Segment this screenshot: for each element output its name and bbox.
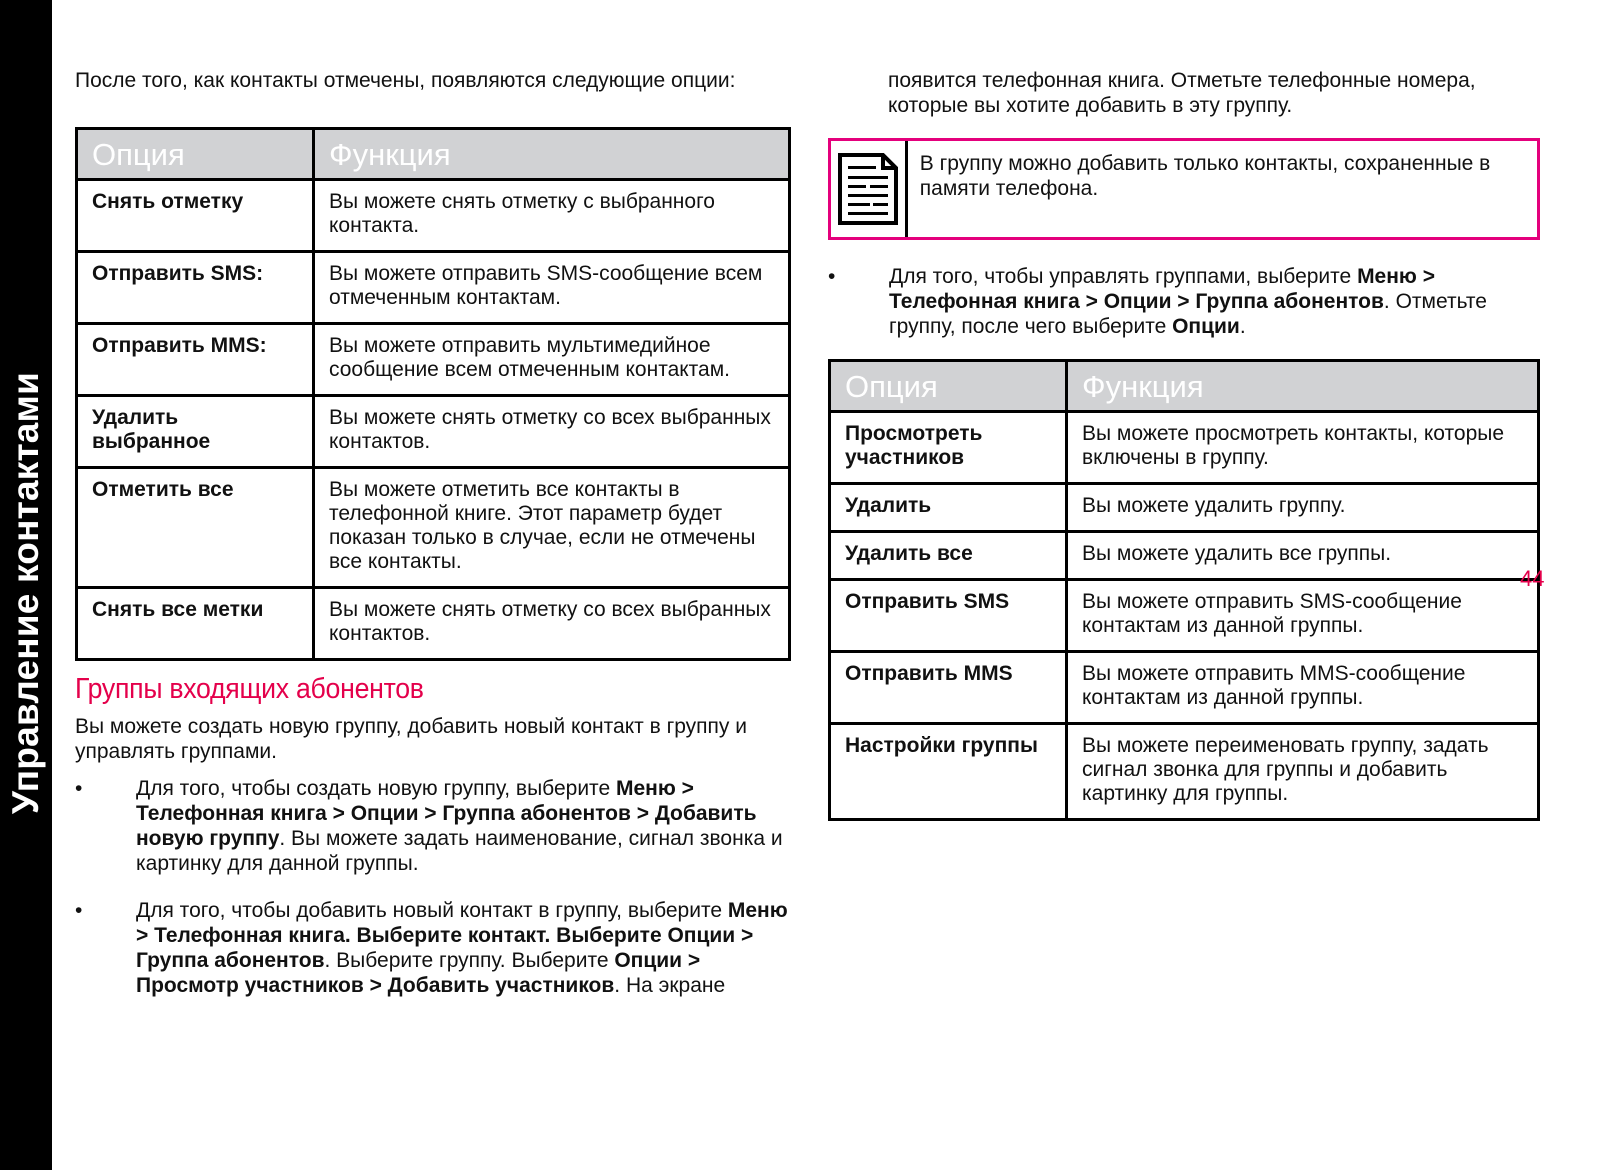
function-cell: Вы можете удалить все группы. [1067,532,1539,580]
table-row [830,412,1539,484]
left-intro: После того, как контакты отмечены, появляются следующие опции: [75,69,736,92]
option-cell: Снять все метки [77,588,314,660]
section-intro: Вы можете создать новую группу, добавить новый контакт в группу и управлять группами. [75,715,747,763]
options-table-left [75,127,791,661]
bullet-text: . Вы можете задать наименование, сигнал звонка и картинку для данной группы. [136,827,783,875]
function-cell: Вы можете отправить MMS-сообщение контактам из данной группы. [1067,652,1539,724]
list-item [828,264,1540,339]
function-cell: Вы можете отправить SMS-сообщение контактам из данной группы. [1067,580,1539,652]
bullet-dot-icon: • [75,899,83,922]
table-row [830,580,1539,652]
table-row [77,180,790,252]
header-function: Функция [1067,361,1539,412]
table-row [830,652,1539,724]
note-icon-cell [831,141,908,237]
bullet-text: Для того, чтобы управлять группами, выберите [889,265,1358,288]
bullet-text: . Выберите группу. Выберите [324,949,615,972]
table-row [830,532,1539,580]
section-heading: Группы входящих абонентов [75,673,424,705]
note-text: В группу можно добавить только контакты, сохраненные в памяти телефона. [919,152,1491,200]
table-row [77,324,790,396]
option-cell: Отметить все [77,468,314,588]
header-option: Опция [830,361,1067,412]
side-tab [0,0,52,1170]
option-cell: Отправить SMS [830,580,1067,652]
table-header-row [830,361,1539,412]
option-cell: Удалить все [830,532,1067,580]
bullet-dot-icon: • [828,265,836,288]
option-cell: Удалить [830,484,1067,532]
option-cell: Просмотреть участников [830,412,1067,484]
bullet-text: Для того, чтобы добавить новый контакт в группу, выберите [136,899,728,922]
right-bullet-list [828,264,1540,339]
bullet-menu-path: Опции > Просмотр участников > Добавить участников [136,949,701,997]
right-column [828,68,1540,821]
option-cell: Настройки группы [830,724,1067,820]
function-cell: Вы можете снять отметку со всех выбранных контактов. [314,588,790,660]
side-tab-label: Управление контактами [5,371,46,815]
options-table-right [828,359,1540,821]
option-cell: Отправить SMS: [77,252,314,324]
function-cell: Вы можете удалить группу. [1067,484,1539,532]
option-cell: Отправить MMS: [77,324,314,396]
list-item [75,776,791,876]
option-cell: Снять отметку [77,180,314,252]
function-cell: Вы можете отправить SMS-сообщение всем отмеченным контактам. [314,252,790,324]
bullet-menu-path: Меню > Телефонная книга. Выберите контакт. Выберите Опции > Группа абонентов [136,899,788,972]
list-item [75,898,791,998]
table-row [77,588,790,660]
function-cell: Вы можете переименовать группу, задать сигнал звонка для группы и добавить картинку для группы. [1067,724,1539,820]
header-function: Функция [314,129,790,180]
function-cell: Вы можете снять отметку со всех выбранных контактов. [314,396,790,468]
page-number: 44 [1520,566,1545,591]
table-row [830,724,1539,820]
left-column [75,68,791,998]
bullet-menu-path: Опции [1172,315,1240,338]
function-cell: Вы можете снять отметку с выбранного контакта. [314,180,790,252]
bullet-text: Для того, чтобы создать новую группу, выберите [136,777,616,800]
note-box [828,138,1540,240]
continuation-text: появится телефонная книга. Отметьте телефонные номера, которые вы хотите добавить в эту группу. [888,69,1476,117]
table-row [77,252,790,324]
bullet-text: . [1239,315,1246,338]
function-cell: Вы можете просмотреть контакты, которые включены в группу. [1067,412,1539,484]
left-bullet-list [75,776,791,998]
table-row [77,468,790,588]
table-header-row [77,129,790,180]
function-cell: Вы можете отправить мультимедийное сообщение всем отмеченным контактам. [314,324,790,396]
option-cell: Отправить MMS [830,652,1067,724]
header-option: Опция [77,129,314,180]
bullet-menu-path: Меню > Телефонная книга > Опции > Группа абонентов > Добавить новую группу [136,777,757,850]
bullet-text: . Отметьте группу, после чего выберите [889,290,1487,338]
function-cell: Вы можете отметить все контакты в телефонной книге. Этот параметр будет показан только в случае, если не отмечены все контакты. [314,468,790,588]
note-document-icon [837,152,899,226]
option-cell: Удалить выбранное [77,396,314,468]
bullet-text: . На экране [614,974,726,997]
bullet-menu-path: Меню > Телефонная книга > Опции > Группа абонентов [889,265,1435,313]
table-row [830,484,1539,532]
table-row [77,396,790,468]
bullet-dot-icon: • [75,777,83,800]
